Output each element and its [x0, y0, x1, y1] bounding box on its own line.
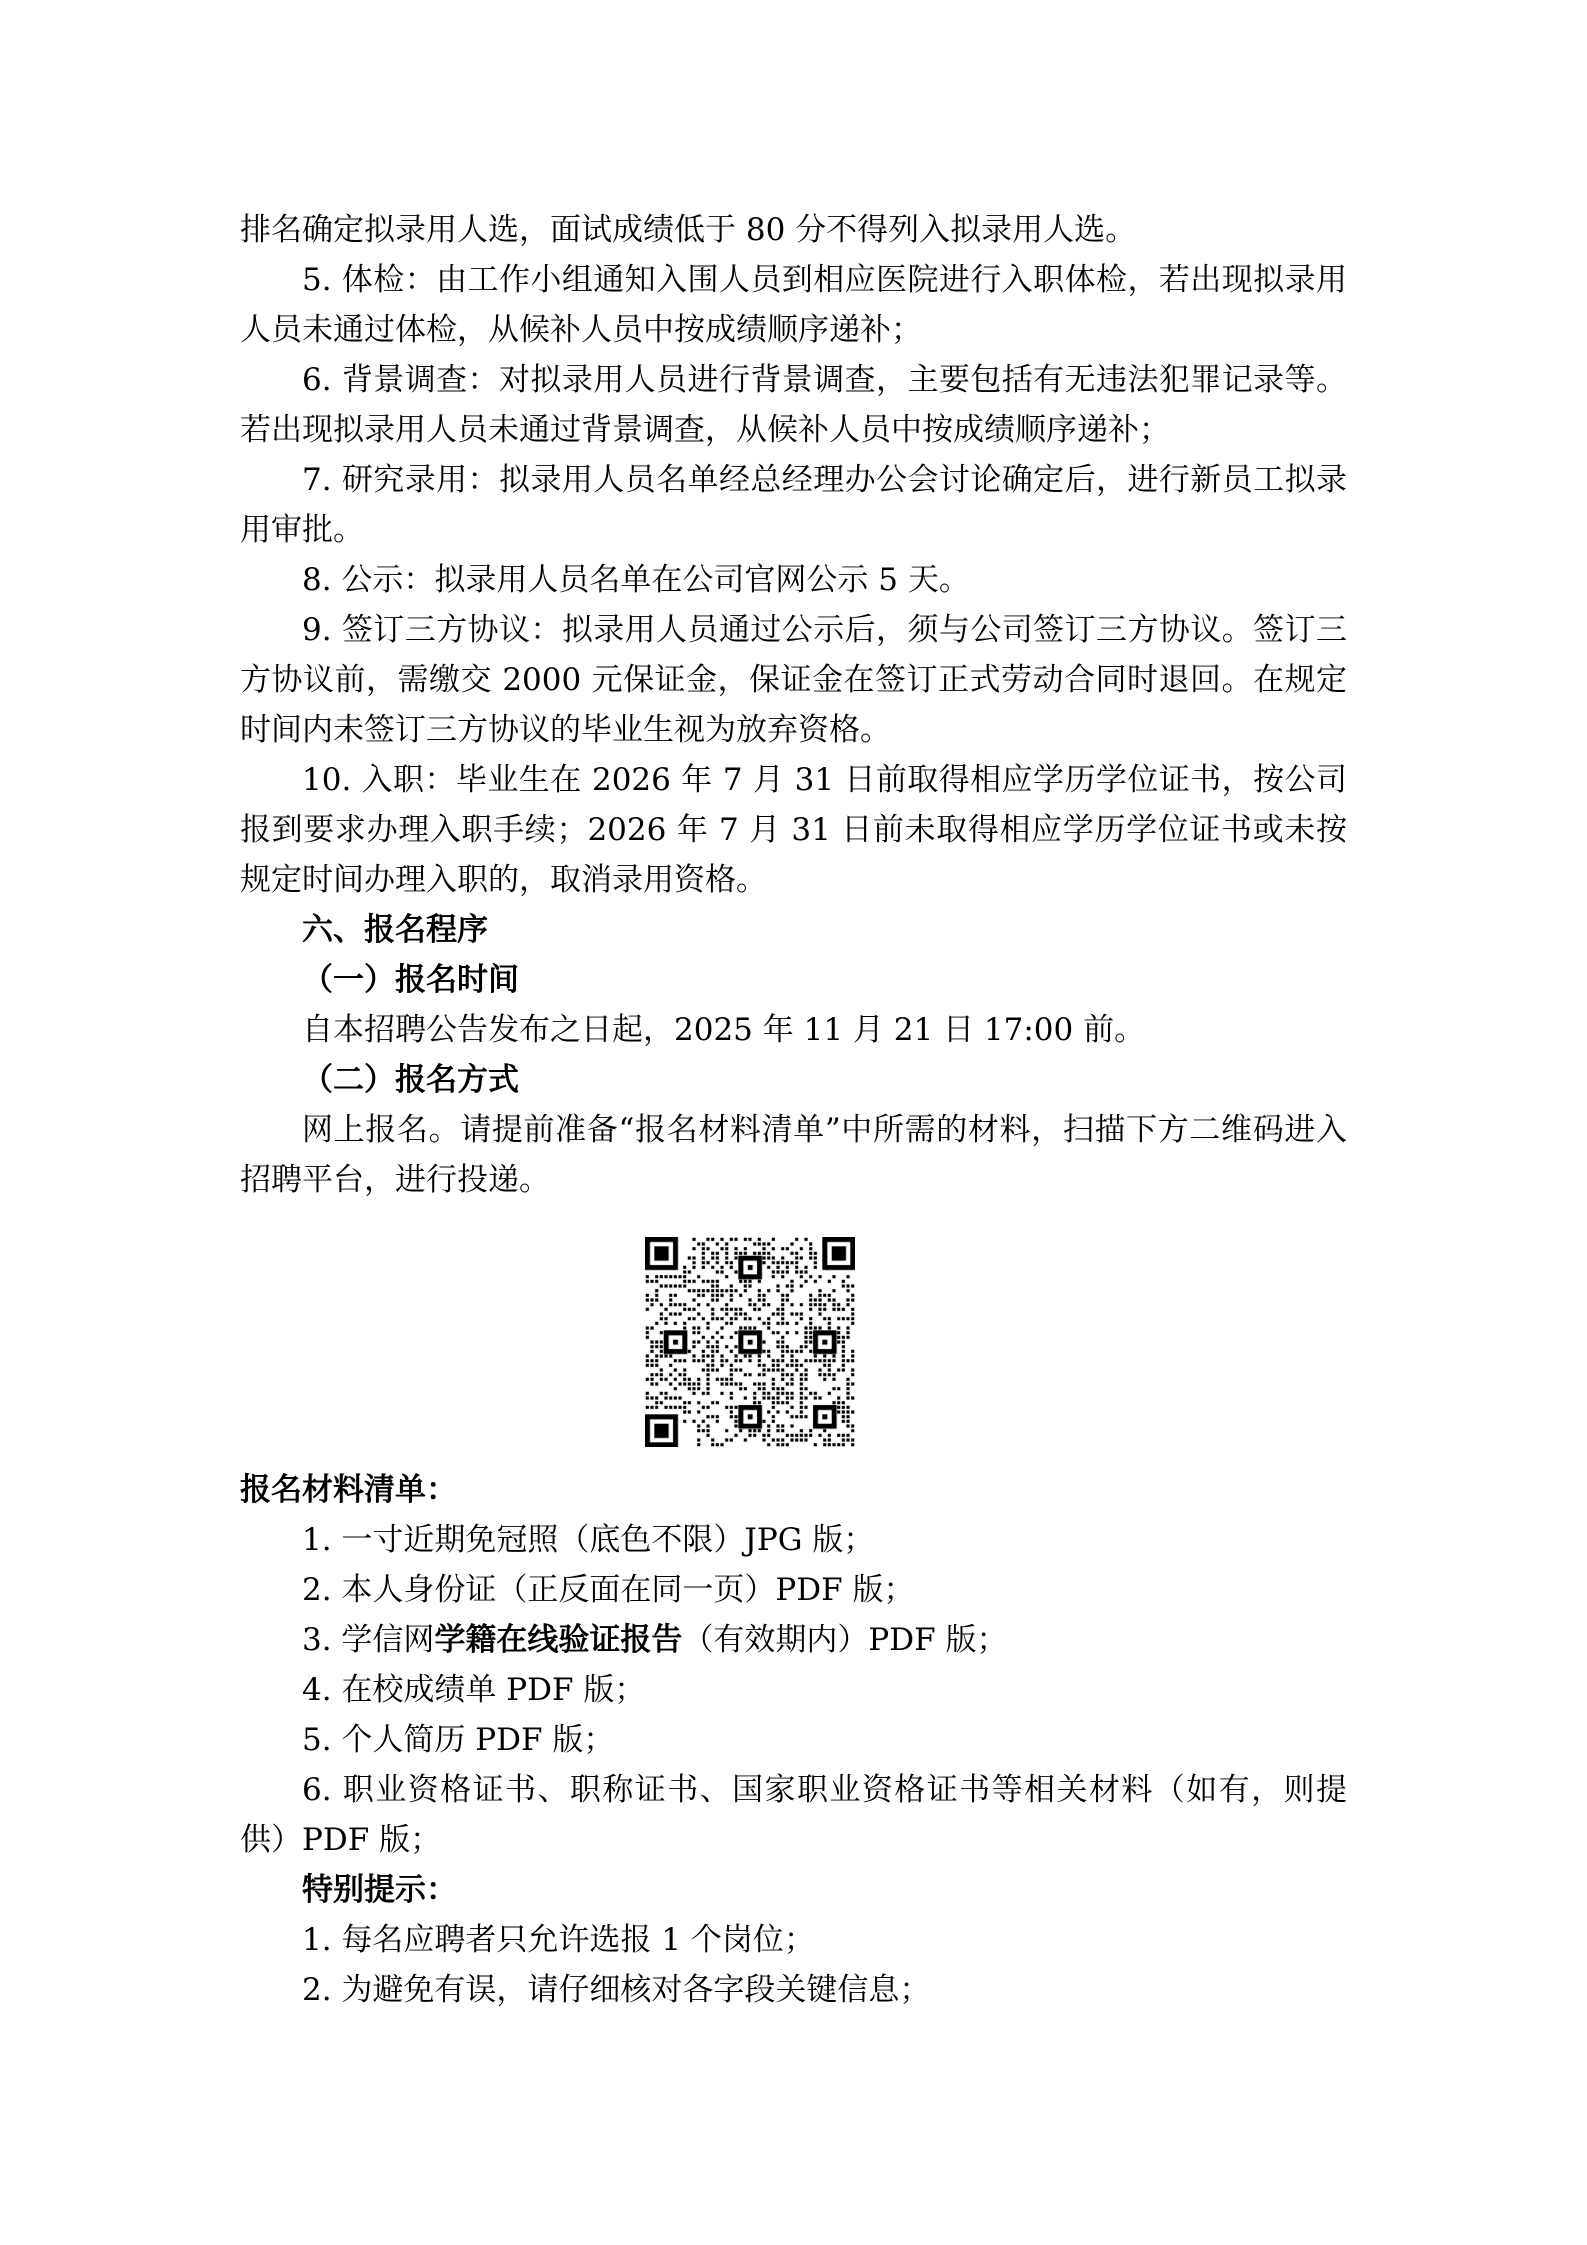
text-run: 6. 背景调查：对拟录用人员进行背景调查，主要包括有无违法犯罪记录等。若出现拟录用人员未通过背景调查，从候补人员中按成绩顺序递补；	[240, 362, 1347, 448]
special-notice-heading	[240, 1865, 1347, 1915]
text-run: 5. 体检：由工作小组通知入围人员到相应医院进行入职体检，若出现拟录用人员未通过体检，从候补人员中按成绩顺序递补；	[240, 262, 1347, 348]
text-run: 10. 入职：毕业生在 2026 年 7 月 31 日前取得相应学历学位证书，按公司报到要求办理入职手续；2026 年 7 月 31 日前未取得相应学历学位证书或未按规定时间办理入职的，取消录用资格。	[240, 762, 1347, 898]
text-run: 9. 签订三方协议：拟录用人员通过公示后，须与公司签订三方协议。签订三方协议前，需缴交 2000 元保证金，保证金在签订正式劳动合同时退回。在规定时间内未签订三方协议的毕业生视为放弃资格。	[240, 612, 1347, 748]
list-item-7	[240, 455, 1347, 555]
material-item-2	[240, 1565, 1347, 1615]
bold-text-run: 六、报名程序	[302, 912, 488, 948]
material-item-5	[240, 1715, 1347, 1765]
material-item-6	[240, 1765, 1347, 1865]
material-item-4	[240, 1665, 1347, 1715]
bold-text-run: 特别提示：	[302, 1872, 457, 1908]
sub-heading-signup-time	[240, 955, 1347, 1005]
text-run: 8. 公示：拟录用人员名单在公司官网公示 5 天。	[302, 562, 970, 598]
notice-item-1	[240, 1915, 1347, 1965]
paragraph	[240, 1005, 1347, 1055]
bold-text-run: （一）报名时间	[302, 962, 519, 998]
bold-text-run: 学籍在线验证报告	[434, 1622, 683, 1658]
material-item-3	[240, 1615, 1347, 1665]
list-item-8	[240, 555, 1347, 605]
bold-text-run: 报名材料清单：	[240, 1472, 457, 1508]
list-item-5	[240, 255, 1347, 355]
paragraph	[240, 205, 1347, 255]
text-run: 排名确定拟录用人选，面试成绩低于 80 分不得列入拟录用人选。	[240, 212, 1137, 248]
text-run: 4. 在校成绩单 PDF 版；	[302, 1672, 646, 1708]
text-run: 7. 研究录用：拟录用人员名单经总经理办公会讨论确定后，进行新员工拟录用审批。	[240, 462, 1347, 548]
text-run: 网上报名。请提前准备“报名材料清单”中所需的材料，扫描下方二维码进入招聘平台，进行投递。	[240, 1112, 1347, 1198]
list-item-6	[240, 355, 1347, 455]
qr-code-block	[645, 1237, 855, 1447]
list-item-10	[240, 755, 1347, 905]
text-run: 2. 本人身份证（正反面在同一页）PDF 版；	[302, 1572, 915, 1608]
text-run: 自本招聘公告发布之日起，2025 年 11 月 21 日 17:00 前。	[302, 1012, 1146, 1048]
qr-code	[645, 1237, 855, 1447]
text-run: 2. 为避免有误，请仔细核对各字段关键信息；	[302, 1972, 931, 2008]
paragraph	[240, 1105, 1347, 1205]
materials-list-heading	[240, 1465, 1347, 1515]
notice-item-2	[240, 1965, 1347, 2015]
text-run: 6. 职业资格证书、职称证书、国家职业资格证书等相关材料（如有，则提供）PDF 版；	[240, 1772, 1347, 1858]
text-run: 5. 个人简历 PDF 版；	[302, 1722, 615, 1758]
material-item-1	[240, 1515, 1347, 1565]
text-run: （有效期内）PDF 版；	[682, 1622, 1008, 1658]
text-run: 1. 一寸近期免冠照（底色不限）JPG 版；	[302, 1522, 875, 1558]
section-heading	[240, 905, 1347, 955]
text-run: 3. 学信网	[302, 1622, 435, 1658]
sub-heading-signup-method	[240, 1055, 1347, 1105]
list-item-9	[240, 605, 1347, 755]
text-run: 1. 每名应聘者只允许选报 1 个岗位；	[302, 1922, 815, 1958]
bold-text-run: （二）报名方式	[302, 1062, 519, 1098]
